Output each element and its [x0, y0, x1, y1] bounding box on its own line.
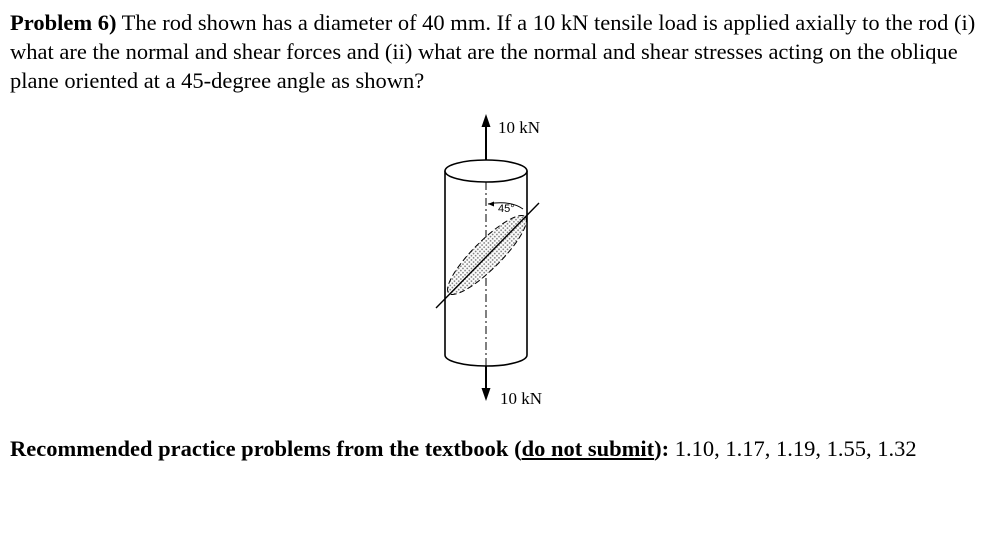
practice-problems — [10, 434, 985, 463]
bottom-load-label: 10 kN — [500, 389, 543, 408]
top-load-label: 10 kN — [498, 118, 541, 137]
bottom-arrowhead-icon — [482, 388, 491, 401]
problem-text: The rod shown has a diameter of 40 mm. If a 10 kN tensile load is applied axially to the rod (i) what are the normal and shear forces and (ii) what are the normal and shear stresses acting on the oblique plane oriented at a 45-degree angle as shown? — [10, 10, 976, 93]
rod-diagram — [420, 108, 620, 420]
rod-top-face — [445, 160, 527, 182]
angle-label: 45° — [498, 203, 515, 215]
practice-label-start: Recommended practice problems from the textbook ( — [10, 436, 522, 461]
problem-statement — [10, 8, 990, 95]
practice-problem-list: 1.10, 1.17, 1.19, 1.55, 1.32 — [669, 436, 917, 461]
rod-figure — [420, 108, 620, 420]
practice-label — [10, 436, 669, 461]
problem-label: Problem 6) — [10, 10, 117, 35]
do-not-submit-note: do not submit — [521, 436, 655, 461]
practice-label-end: ): — [654, 436, 670, 461]
top-arrowhead-icon — [482, 114, 491, 127]
